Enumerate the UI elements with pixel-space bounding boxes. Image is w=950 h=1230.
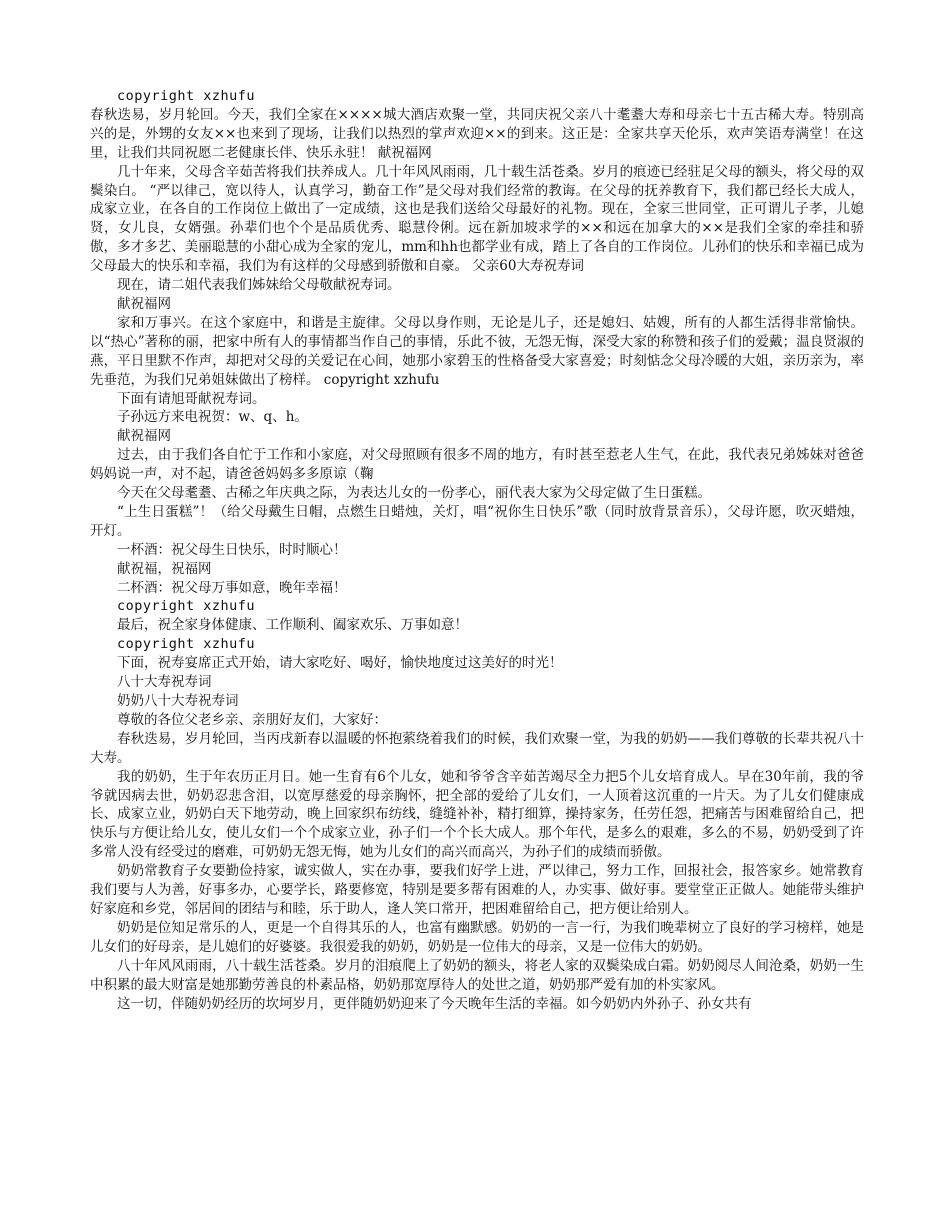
paragraph: 现在，请二姐代表我们姊妹给父母敬献祝寿词。	[117, 277, 401, 294]
paragraph: 春秋迭易，岁月轮回。今天，我们全家在××××城大酒店欢聚一堂，共同庆祝父亲八十耄耋大寿和母亲七十五古稀大寿。特别高兴的是，外甥的女友××也来到了现场，让我们以热烈的掌声欢迎××的到来。这正是：全家共享天伦乐，欢声笑语寿满堂！在这里，让我们共同祝愿二老健康长伴、快乐永驻！ 献祝福网	[90, 106, 864, 161]
paragraph: 下面有请旭哥献祝寿词。	[117, 390, 266, 407]
paragraph: 二杯酒：祝父母万事如意，晚年幸福！	[117, 579, 347, 596]
paragraph: 我的奶奶，生于年农历正月日。她一生育有6个儿女，她和爷爷含辛茹苦竭尽全力把5个儿女培育成人。早在30年前，我的爷爷就因病去世，奶奶忍悲含泪，以宽厚慈爱的母亲胸怀，把全部的爱给了儿女们，一人顶着这沉重的一片天。为了儿女们健康成长、成家立业，奶奶白天下地劳动，晚上回家织布纺线，缝缝补补，精打细算，操持家务，任劳任怨，把痛苦与困难留给自己，把快乐与方便让给儿女，使儿女们一个个成家立业，孙子们一个个长大成人。那个年代，是多么的艰难，多么的不易，奶奶受到了许多常人没有经受过的磨难，可奶奶无怨无悔，她为儿女们的高兴而高兴，为孙子们的成绩而骄傲。	[90, 768, 864, 861]
paragraph: 一杯酒：祝父母生日快乐，时时顺心！	[117, 541, 347, 558]
paragraph: 春秋迭易，岁月轮回，当丙戌新春以温暖的怀抱萦绕着我们的时候，我们欢聚一堂，为我的奶奶——我们尊敬的长辈共祝八十大寿。	[90, 730, 864, 766]
paragraph: copyright xzhufu	[117, 88, 256, 104]
paragraph: 八十大寿祝寿词	[117, 674, 212, 691]
paragraph: 下面，祝寿宴席正式开始，请大家吃好、喝好，愉快地度过这美好的时光！	[117, 655, 563, 672]
paragraph: 献祝福网	[117, 428, 171, 445]
paragraph: 奶奶常教育子女要勤俭持家，诚实做人，实在办事，要我们好学上进，严以律己，努力工作，回报社会，报答家乡。她常教育我们要与人为善，好事多办，心要学长，路要修宽，特别是要多帮有困难的人，办实事、做好事。要堂堂正正做人。她能带头维护好家庭和乡党，邻居间的团结与和睦，乐于助人，逢人笑口常开，把困难留给自己，把方便让给别人。	[90, 863, 864, 917]
paragraph: 献祝福，祝福网	[117, 560, 212, 577]
paragraph: “上生日蛋糕”！（给父母戴生日帽，点燃生日蜡烛，关灯，唱“祝你生日快乐”歌（同时放背景音乐），父母许愿，吹灭蜡烛，开灯。	[90, 503, 864, 539]
paragraph: 八十年风风雨雨，八十载生活苍桑。岁月的泪痕爬上了奶奶的额头，将老人家的双鬓染成白霜。奶奶阅尽人间沧桑，奶奶一生中积累的最大财富是她那勤劳善良的朴素品格，奶奶那宽厚待人的处世之道，奶奶那严爱有加的朴实家风。	[90, 957, 864, 993]
paragraph: 这一切，伴随奶奶经历的坎坷岁月，更伴随奶奶迎来了今天晚年生活的幸福。如今奶奶内外孙子、孙女共有	[117, 995, 752, 1012]
paragraph: copyright xzhufu	[117, 598, 256, 615]
paragraph: 献祝福网	[117, 295, 171, 312]
paragraph: 今天在父母耄耋、古稀之年庆典之际，为表达儿女的一份孝心，丽代表大家为父母定做了生日蛋糕。	[117, 485, 711, 502]
paragraph: 过去，由于我们各自忙于工作和小家庭，对父母照顾有很多不周的地方，有时甚至惹老人生气，在此，我代表兄弟姊妹对爸爸妈妈说一声，对不起，请爸爸妈妈多多原谅（鞠	[90, 447, 864, 483]
paragraph: 奶奶八十大寿祝寿词	[117, 693, 239, 709]
paragraph: 奶奶是位知足常乐的人，更是一个自得其乐的人，也富有幽默感。奶奶的一言一行，为我们晚辈树立了良好的学习榜样，她是儿女们的好母亲，是儿媳们的好婆婆。我很爱我的奶奶，奶奶是一位伟大的母亲，又是一位伟大的奶奶。	[90, 919, 864, 955]
paragraph: 几十年来，父母含辛茹苦将我们扶养成人。几十年风风雨雨，几十载生活苍桑。岁月的痕迹已经驻足父母的额头，将父母的双鬓染白。 “严以律己，宽以待人，认真学习，勤奋工作”是父母对我们经常的教诲。在父母的抚养教育下，我们都已经长大成人，成家立业，在各自的工作岗位上做出了一定成绩，这也是我们送给父母最好的礼物。现在，全家三世同堂，正可谓儿子孝，儿媳贤，女儿良，女婿强。孙辈们也个个是品质优秀、聪慧伶俐。远在新加坡求学的××和远在加拿大的××是我们全家的牵挂和骄傲，多才多艺、美丽聪慧的小甜心成为全家的宠儿，mm和hh也都学业有成，踏上了各自的工作岗位。儿孙们的快乐和幸福已成为父母最大的快乐和幸福，我们为有这样的父母感到骄傲和自豪。 父亲60大寿祝寿词	[90, 163, 864, 275]
paragraph: 家和万事兴。在这个家庭中，和谐是主旋律。父母以身作则，无论是儿子，还是媳妇、姑嫂，所有的人都生活得非常愉快。以“热心”著称的丽，把家中所有人的事情都当作自己的事情，乐此不彼，无怨无悔，深受大家的称赞和孩子们的爱戴；温良贤淑的燕，平日里默不作声，却把对父母的关爱记在心间，她那小家碧玉的性格备受大家喜爱；时刻惦念父母冷暖的大姐，亲历亲为，率先垂范，为我们兄弟姐妹做出了榜样。 copyright xzhufu	[90, 314, 864, 388]
paragraph: 尊敬的各位父老乡亲、亲朋好友们，大家好：	[117, 711, 387, 728]
paragraph: 子孙远方来电祝贺：w、q、h。	[117, 409, 308, 426]
paragraph: copyright xzhufu	[117, 636, 256, 653]
paragraph: 最后，祝全家身体健康、工作顺利、阖家欢乐、万事如意！	[117, 617, 468, 634]
